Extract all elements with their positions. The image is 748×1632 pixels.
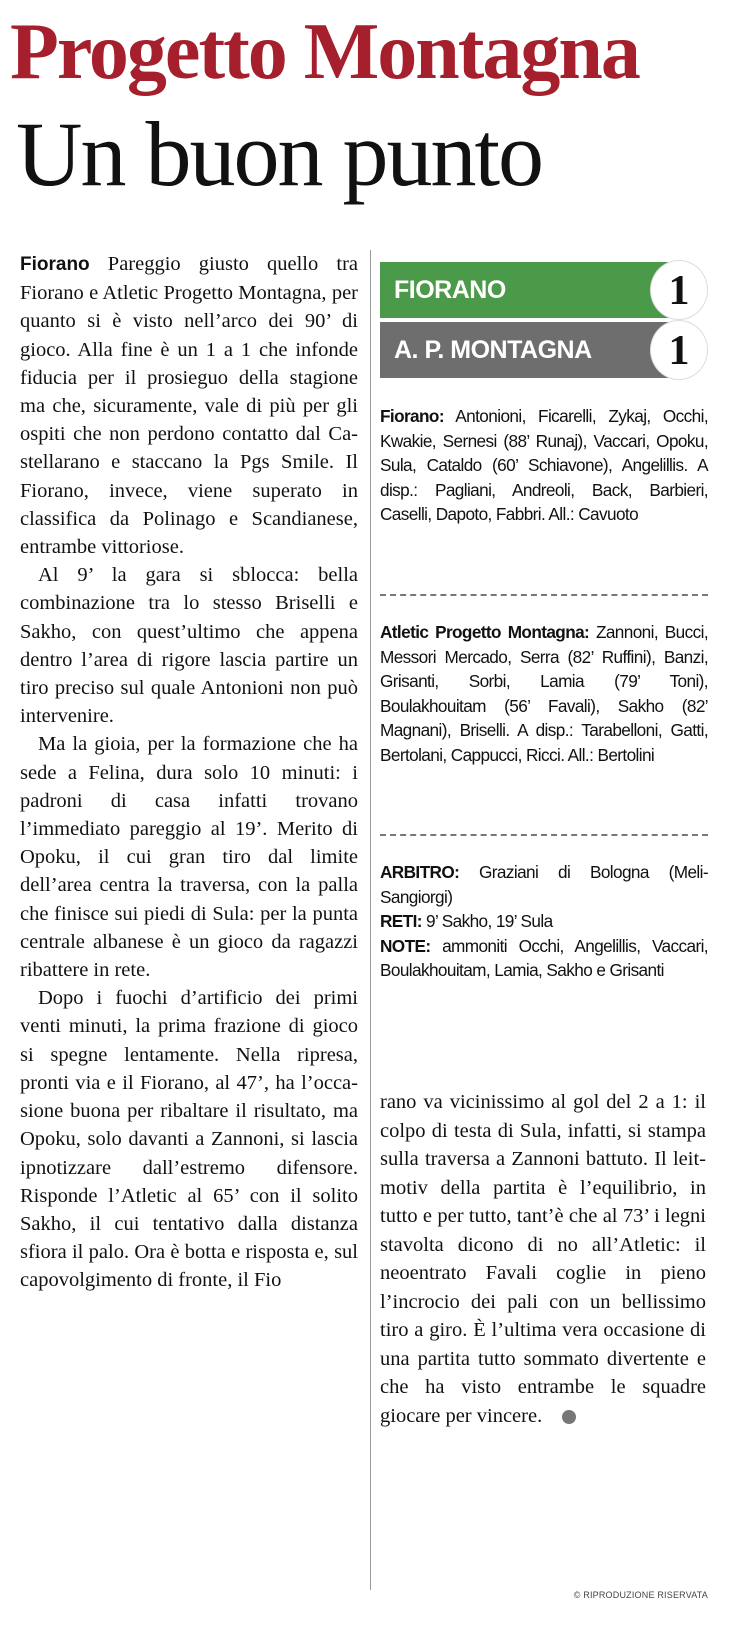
copyright-notice: © RIPRODUZIONE RISERVATA xyxy=(573,1590,708,1600)
notes-text: ammoniti Occhi, Angelillis, Vaccari, Boulakhouitam, Lamia, Sakho e Grisanti xyxy=(380,935,708,981)
dateline: Fiorano xyxy=(20,254,90,275)
article-paragraph: Dopo i fuochi d’artificio dei primi venti minuti, la prima frazione di gioco si spegne lentamente. Nella ripresa, pronti via e il Fiorano, al 47’, ha l’occasione buona per ribaltare il risultato, ma Opoku, solo davanti a Zannoni, si lascia ipnotizzare dall’estremo difensore. Risponde l’Atletic al 65’ con il solito Sakho, il cui tentativo dalla distanza sfiora il palo. Ora è botta e risposta e, sul capovolgimento di fronte, il Fio xyxy=(20,987,358,1292)
lineup-home xyxy=(380,404,708,527)
article-paragraph: Al 9’ la gara si sblocca: bella combinazione tra lo stesso Briselli e Sakho, con quest’ultimo che appena dentro l’area di rigore lascia partire un tiro preciso sul quale Antonioni non può intervenire. xyxy=(20,564,358,728)
headline-subtitle: Un buon punto xyxy=(16,103,542,205)
score-row-away xyxy=(380,322,708,378)
notes-line xyxy=(380,934,708,983)
article-paragraph xyxy=(380,1088,706,1430)
team-name-home: FIORANO xyxy=(380,262,672,318)
goal-count-away: 1 xyxy=(650,320,708,380)
article-body-right xyxy=(380,1088,706,1430)
headline-title: Progetto Montagna xyxy=(10,8,639,96)
dashed-divider xyxy=(380,834,708,836)
lineup-away-text: Zannoni, Bucci, Messori Mercado, Serra (82’ Ruffini), Banzi, Grisanti, Sorbi, Lamia (79’ Toni), Boulakhouitam (56’ Favali), Sakho (82’ Magnani), Briselli. A disp.: Tarabelloni, Gatti, Bertolani, Cappucci, Ricci. All.: Bertolini xyxy=(380,622,708,765)
goals-line xyxy=(380,909,708,934)
referee-label: ARBITRO: xyxy=(380,862,460,882)
goal-count-home: 1 xyxy=(650,260,708,320)
paragraph-text: Pareggio giusto quello tra Fiorano e Atletic Progetto Montagna, per quanto si è visto nell’arco dei 90’ di gioco. Alla fine è un 1 a 1 che infonde fiducia per il prosieguo della stagione ma che, sicuramente, vale di più per gli ospiti che non perdono contatto dal Castellarano e staccano la Pgs Smile. Il Fiorano, invece, viene superato in classifica da Polinago e Scandianese, entrambe vittoriose. xyxy=(20,253,358,559)
dashed-divider xyxy=(380,594,708,596)
article-body-left xyxy=(20,250,358,1295)
goals-label: RETI: xyxy=(380,911,422,932)
match-info xyxy=(380,860,708,983)
team-name-away: A. P. MONTAGNA xyxy=(380,322,672,378)
score-row-home xyxy=(380,262,708,318)
end-of-article-dot-icon xyxy=(562,1410,576,1424)
lineup-home-text: Antonioni, Ficarelli, Zykaj, Occhi, Kwakie, Sernesi (88’ Runaj), Vaccari, Opoku, Sula, Cataldo (60’ Schiavone), Angelillis. A disp.: Pagliani, Andreoli, Back, Barbieri, Caselli, Dapoto, Fabbri. All.: Cavuoto xyxy=(380,406,708,525)
referee-line xyxy=(380,860,708,909)
article-paragraph xyxy=(20,250,358,561)
referee-text: Graziani di Bologna (Meli-Sangiorgi) xyxy=(380,862,708,907)
column-divider xyxy=(370,250,371,1590)
notes-label: NOTE: xyxy=(380,935,431,956)
lineup-home-label: Fiorano: xyxy=(380,406,444,426)
lineup-away xyxy=(380,620,708,768)
goals-text: 9’ Sakho, 19’ Sula xyxy=(421,911,553,932)
lineup-away-label: Atletic Progetto Montagna: xyxy=(380,622,590,642)
article-paragraph: Ma la gioia, per la formazione che ha sede a Felina, dura solo 10 minuti: i padroni di casa infatti trovano l’immediato pareggio al 19’. Merito di Opoku, il cui gran tiro dal limite dell’area centra la traversa, con la palla che finisce sui piedi di Sula: per la punta centrale albanese è un gioco da ragazzi ribattere in rete. xyxy=(20,733,358,982)
paragraph-text: rano va vicinissimo al gol del 2 a 1: il colpo di testa di Sula, infatti, si stampa sulla traversa a Zannoni battuto. Il leit-motiv della partita è l’equilibrio, in tutto e per tutto, tant’è che al 73’ i legni stavolta dicono di no all’Atletic: il neoentrato Favali coglie in pieno l’incrocio dei pali con un bellissimo tiro a giro. È l’ultima vera occasione di una partita tutto sommato divertente e che ha visto entrambe le squadre giocare per vincere. xyxy=(380,1091,706,1427)
